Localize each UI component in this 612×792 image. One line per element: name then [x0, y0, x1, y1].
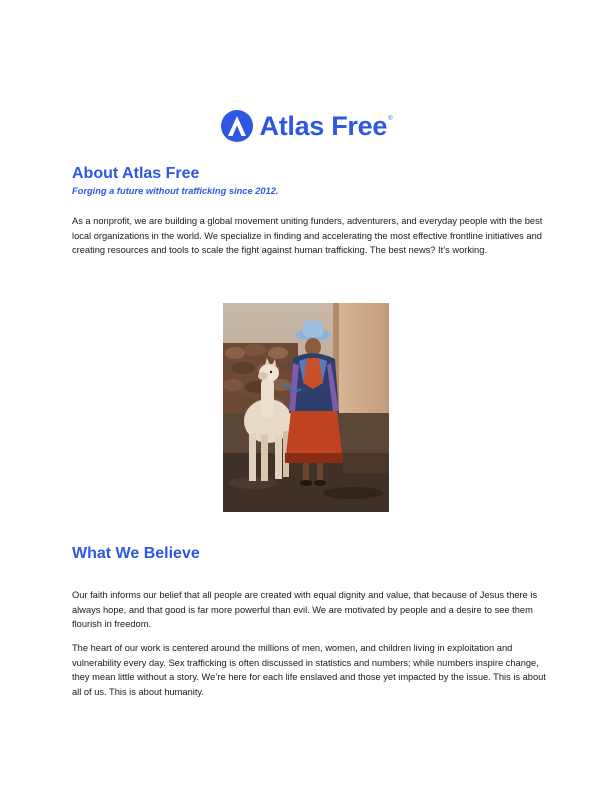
believe-paragraph-2: The heart of our work is centered around the millions of men, women, and children living in exploitation and vulnerability every day. Sex trafficking is often discussed in statistics and numbers; while numbers inspire change, they mean little without a story. We’re here for each life enslaved and those yet impacted by the issue. This is about all of us. This is about humanity. [72, 643, 546, 697]
about-paragraph: As a nonprofit, we are building a global movement uniting funders, adventurers, and everyday people with the best local organizations in the world. We specialize in finding and accelerating the most effective frontline initiatives and creating resources and tools to scale the fight against human trafficking. The best news? It’s working. [72, 216, 543, 256]
what-we-believe-heading: What We Believe [72, 545, 200, 562]
atlas-free-logo [0, 106, 612, 146]
logo-wordmark: Atlas Free [259, 111, 388, 141]
woman-with-alpaca-photo [223, 303, 389, 512]
about-heading: About Atlas Free [72, 165, 200, 182]
believe-paragraph-1: Our faith informs our belief that all people are created with equal dignity and value, that because of Jesus there is always hope, and that good is far more powerful than evil. We are motivated by people and a desire to see them flourish in freedom. [72, 590, 538, 630]
about-tagline: Forging a future without trafficking since 2012. [72, 186, 279, 196]
atlas-logo-mark-icon [220, 109, 254, 143]
registered-mark: ® [388, 116, 393, 122]
